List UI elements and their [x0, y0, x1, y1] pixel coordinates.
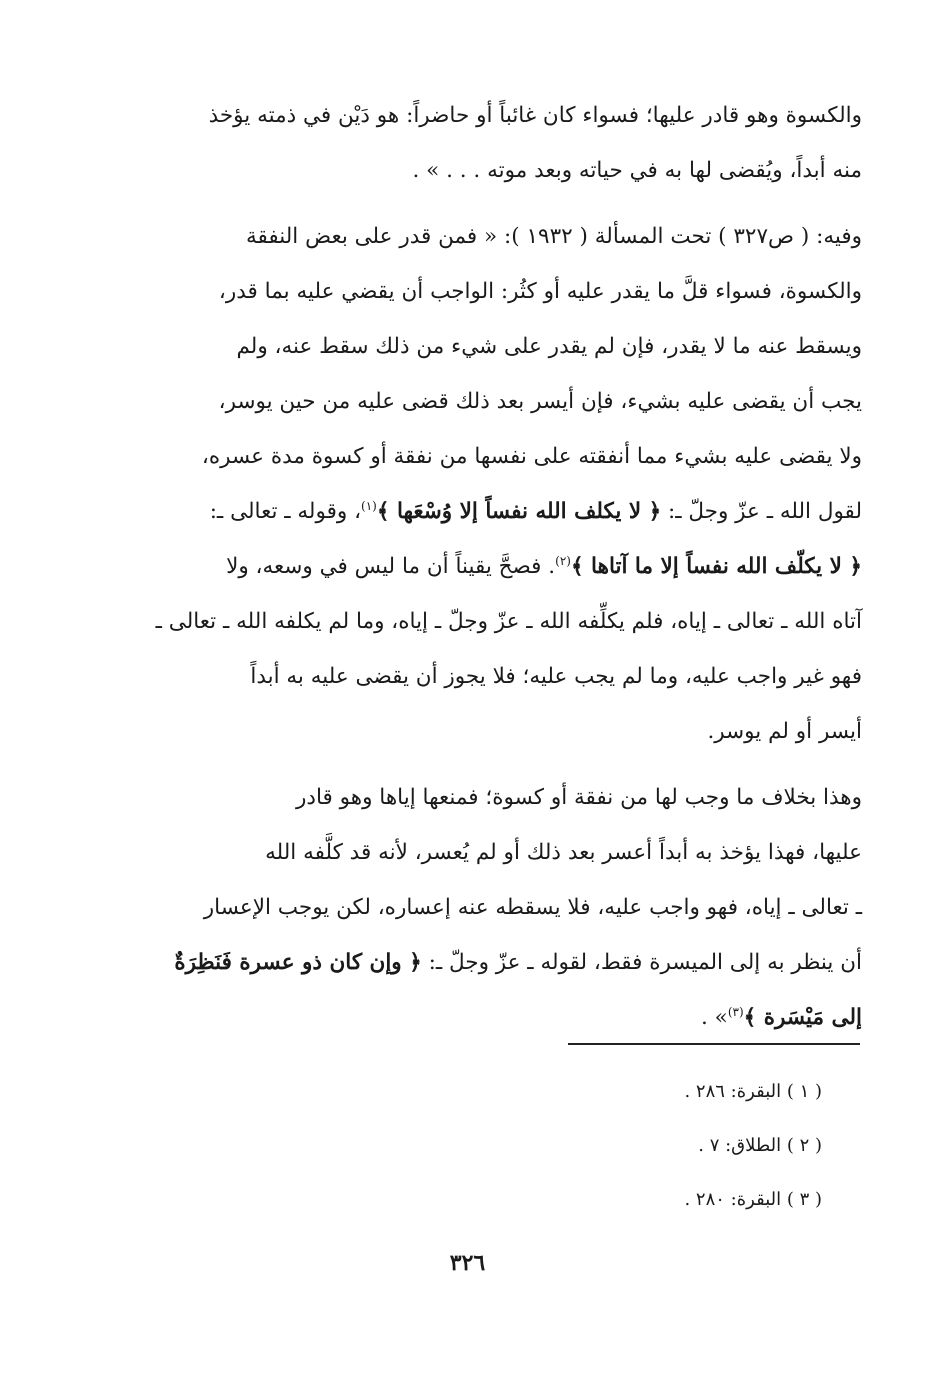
footnote-item: ( ٢ ) الطلاق: ٧ .	[698, 1135, 822, 1156]
text-line: فهو غير واجب عليه، وما لم يجب عليه؛ فلا يجوز أن يقضى عليه به أبداً	[250, 664, 862, 689]
text-fragment: . فصحَّ يقيناً أن ما ليس في وسعه، ولا	[226, 554, 556, 579]
text-line: ويسقط عنه ما لا يقدر، فإن لم يقدر على شيء من ذلك سقط عنه، ولم	[236, 334, 862, 359]
footnote-reference: (٣)	[727, 1004, 744, 1019]
footnote-reference: (١)	[361, 498, 377, 513]
main-text	[96, 88, 862, 1045]
text-line: يجب أن يقضى عليه بشيء، فإن أيسر بعد ذلك قضى عليه من حين يوسر،	[218, 389, 862, 414]
text-fragment: لقول الله ـ عزّ وجلّ ـ:	[661, 499, 862, 524]
text-fragment: أن ينظر به إلى الميسرة فقط، لقوله ـ عزّ وجلّ ـ:	[421, 950, 862, 975]
footnotes	[684, 1065, 822, 1227]
text-line: وفيه: ( ص٣٢٧ ) تحت المسألة ( ١٩٣٢ ): « فمن قدر على بعض النفقة	[245, 224, 862, 249]
quran-verse: ﴿ وإن كان ذو عسرة فَنَظِرَةٌ	[174, 950, 422, 975]
footnote-item: ( ٣ ) البقرة: ٢٨٠ .	[684, 1189, 822, 1210]
paragraph-3	[96, 770, 862, 1045]
text-line	[96, 935, 862, 990]
text-line: أيسر أو لم يوسر.	[707, 719, 862, 744]
text-fragment: » .	[701, 1005, 728, 1030]
footnote-item: ( ١ ) البقرة: ٢٨٦ .	[684, 1081, 822, 1102]
quran-verse: ﴿ لا يكلف الله نفساً إلا وُسْعَها ﴾	[376, 499, 662, 524]
quran-verse: إلى مَيْسَرة ﴾	[743, 1005, 862, 1030]
quran-verse: ﴿ لا يكلّف الله نفساً إلا ما آتاها ﴾	[570, 554, 862, 579]
text-line: والكسوة، فسواء قلَّ ما يقدر عليه أو كثُر: الواجب أن يقضي عليه بما قدر،	[218, 279, 862, 304]
text-line	[96, 484, 862, 539]
text-line: عليها، فهذا يؤخذ به أبداً أعسر بعد ذلك أو لم يُعسر، لأنه قد كلَّفه الله	[265, 840, 862, 865]
text-line: آتاه الله ـ تعالى ـ إياه، فلم يكلِّفه الله ـ عزّ وجلّ ـ إياه، وما لم يكلفه الله ـ تعالى ـ	[155, 609, 862, 634]
text-line: منه أبداً، ويُقضى لها به في حياته وبعد موته . . . » .	[412, 158, 862, 183]
text-line	[96, 539, 862, 594]
paragraph-2	[96, 209, 862, 759]
text-line	[96, 990, 862, 1045]
page-number: ٣٢٦	[449, 1250, 486, 1276]
text-line: ولا يقضى عليه بشيء مما أنفقته على نفسها من نفقة أو كسوة مدة عسره،	[201, 444, 862, 469]
text-line: وهذا بخلاف ما وجب لها من نفقة أو كسوة؛ فمنعها إياها وهو قادر	[296, 785, 862, 810]
footnote-divider	[568, 1043, 860, 1045]
paragraph-1	[96, 88, 862, 198]
footnote-reference: (٢)	[555, 553, 571, 568]
text-line: والكسوة وهو قادر عليها؛ فسواء كان غائباً أو حاضراً: هو دَيْن في ذمته يؤخذ	[208, 103, 862, 128]
text-fragment: ، وقوله ـ تعالى ـ:	[209, 499, 362, 524]
text-line: ـ تعالى ـ إياه، فهو واجب عليه، فلا يسقطه عنه إعساره، لكن يوجب الإعسار	[203, 895, 862, 920]
